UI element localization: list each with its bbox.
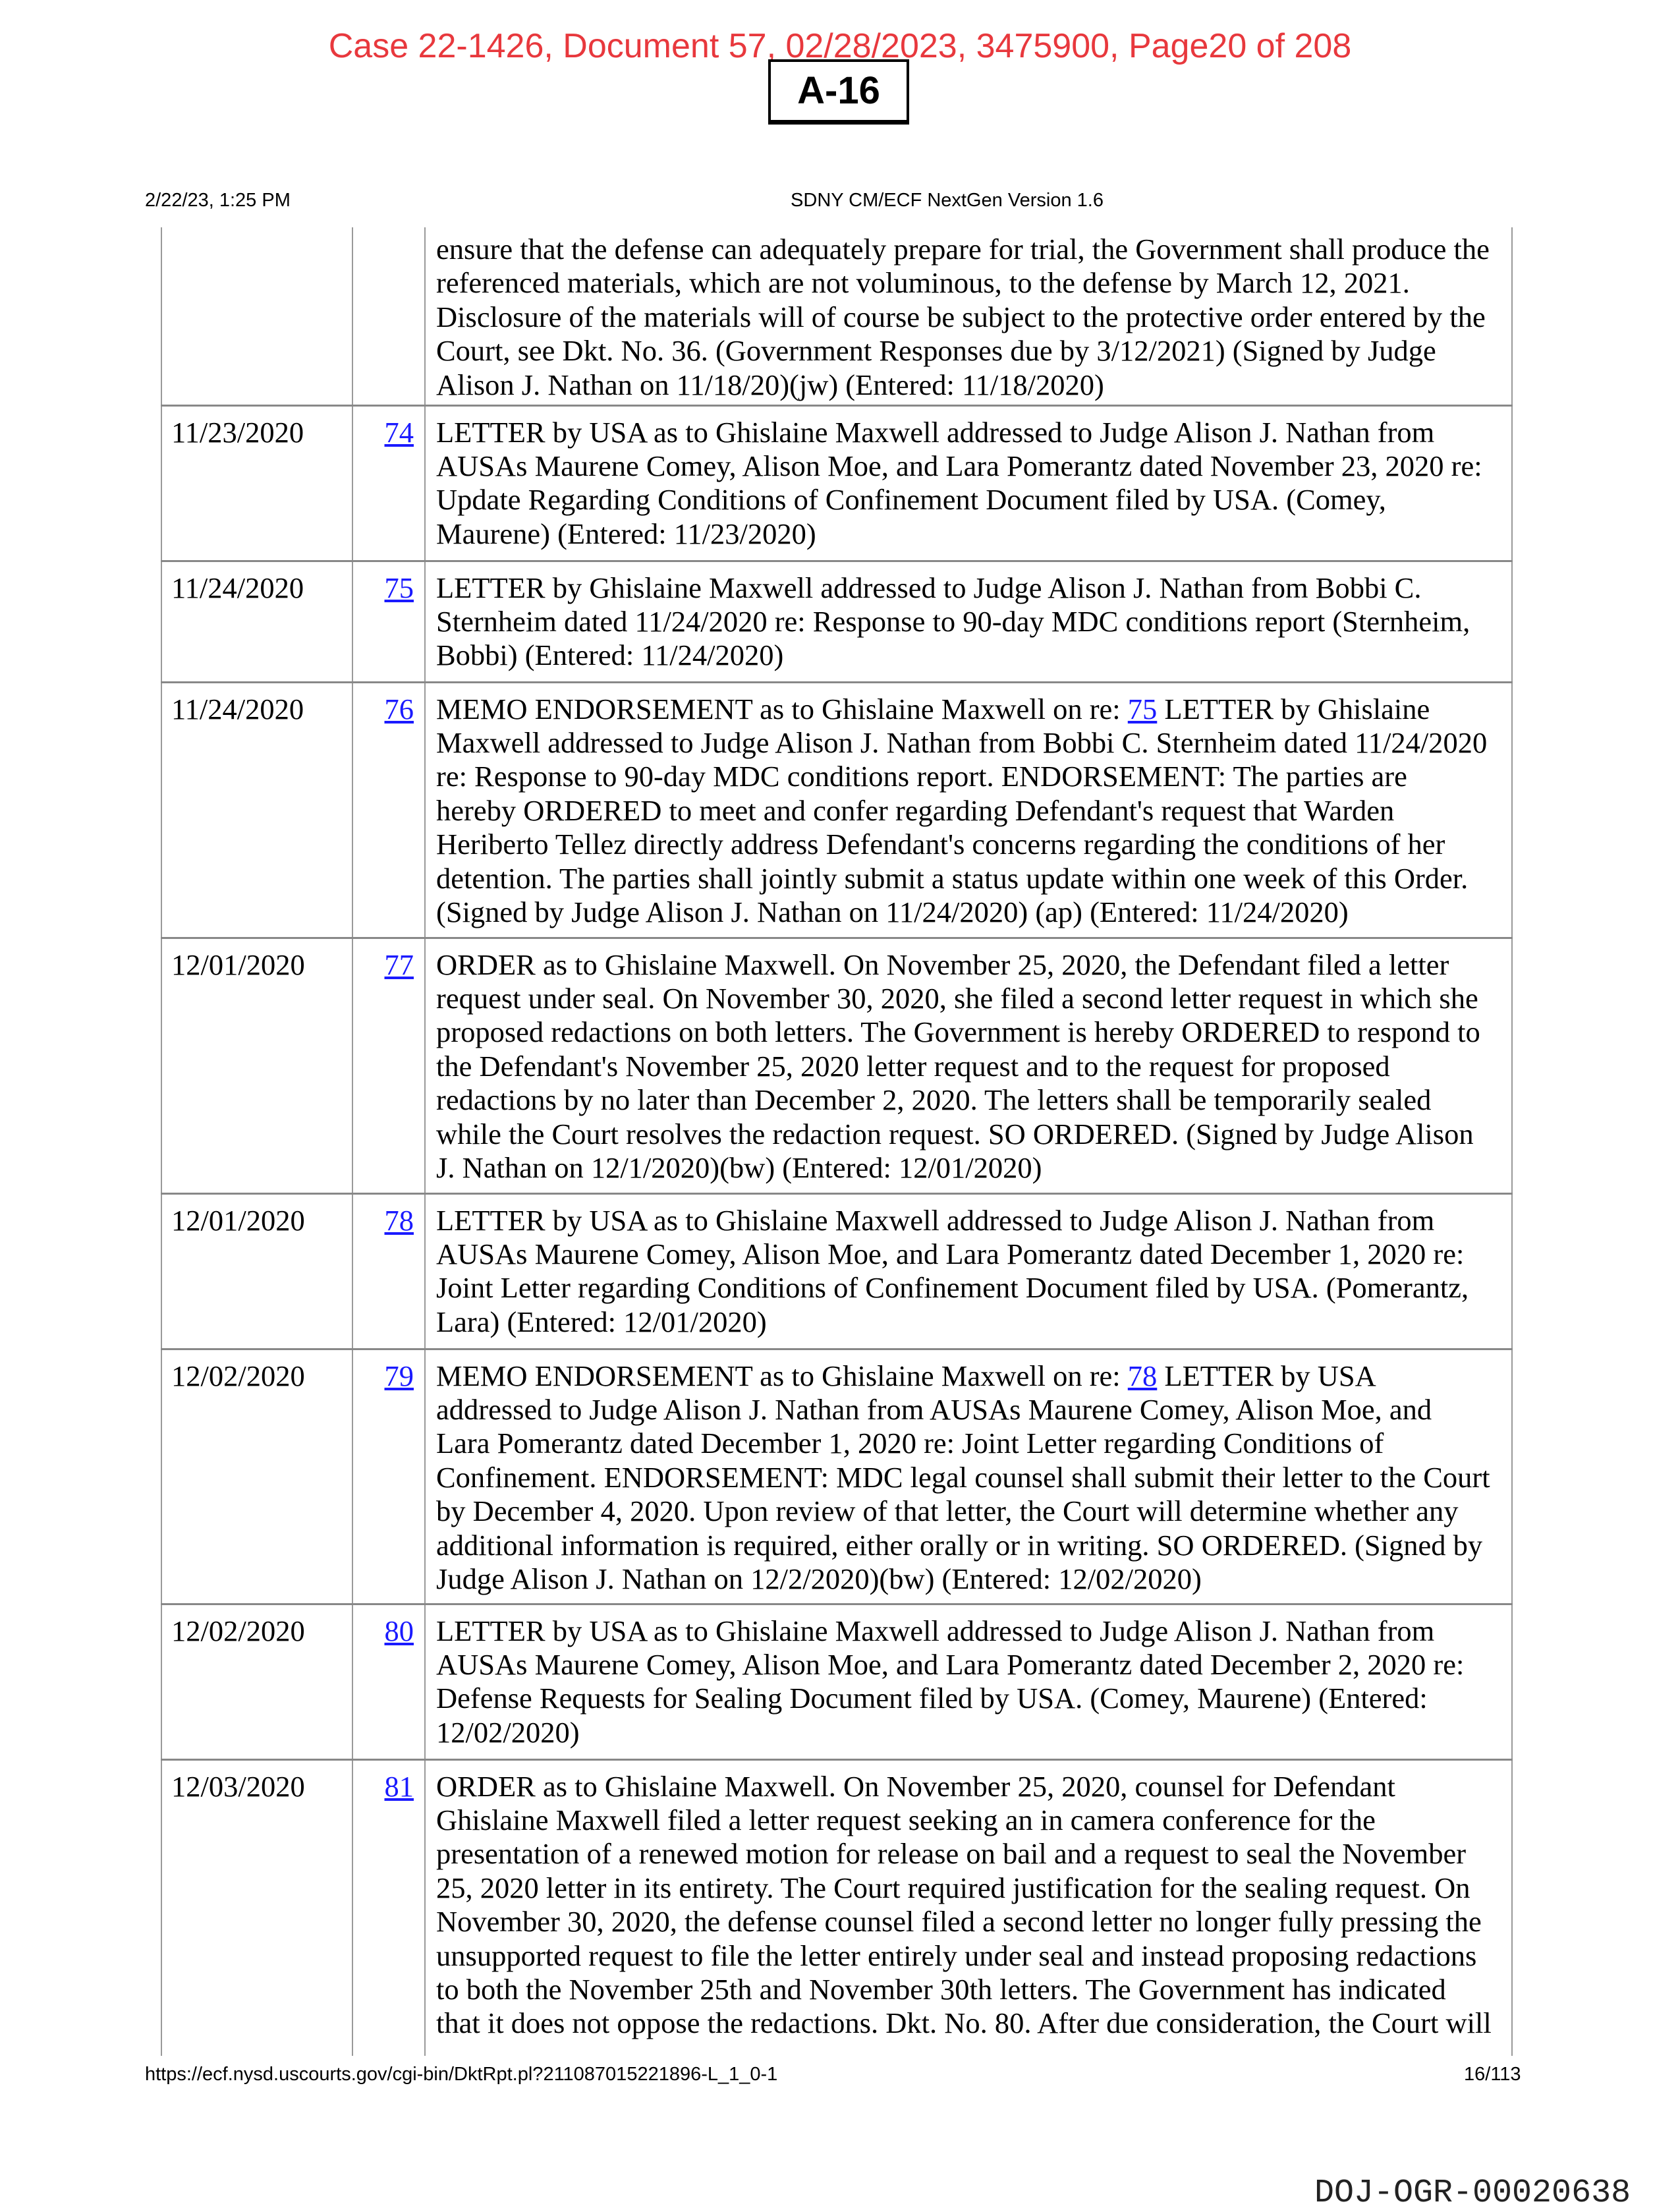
entry-number-link[interactable]: 81 (384, 1769, 414, 1803)
entry-date-text: 12/03/2020 (171, 1769, 305, 1803)
entry-date (161, 938, 352, 1193)
entry-date (161, 227, 352, 405)
exhibit-label: A-16 (768, 59, 909, 125)
entry-text (425, 938, 1512, 1193)
docket-entry-row (161, 1759, 1512, 2056)
entry-date-text: 12/01/2020 (171, 948, 305, 981)
entry-text (425, 1759, 1512, 2056)
entry-text-body: LETTER by USA as to Ghislaine Maxwell addressed to Judge Alison J. Nathan from AUSAs Maurene Comey, Alison Moe, and Lara Pomerantz dated December 1, 2020 re: Joint Letter regarding Conditions of Confinement Document filed by USA. (Pomerantz, Lara) (Entered: 12/01/2020) (436, 1203, 1469, 1338)
bates-number: DOJ-OGR-00020638 (1314, 2174, 1631, 2212)
entry-text (425, 1193, 1512, 1349)
entry-text (425, 1604, 1512, 1759)
entry-text (425, 227, 1512, 405)
entry-number-link[interactable]: 76 (384, 692, 414, 725)
entry-text-body: LETTER by USA addressed to Judge Alison J. Nathan from AUSAs Maurene Comey, Alison Moe, and Lara Pomerantz dated December 1, 2020 re: Joint Letter regarding Conditions of Confinement. ENDORSEMENT: MDC legal counsel shall submit their letter to the Court by December 4, 2020. Upon review of that letter, the Court will determine whether any additional information is required, either orally or in writing. SO ORDERED. (Signed by Judge Alison J. Nathan on 12/2/2020)(bw) (Entered: 12/02/2020) (436, 1359, 1490, 1595)
referenced-entry-link[interactable]: 75 (1127, 692, 1158, 725)
print-datetime: 2/22/23, 1:25 PM (145, 190, 291, 211)
entry-date (161, 1759, 352, 2056)
entry-date-text: 12/02/2020 (171, 1614, 305, 1647)
entry-number-link[interactable]: 80 (384, 1614, 414, 1647)
entry-date (161, 1349, 352, 1604)
entry-text-body: LETTER by Ghislaine Maxwell addressed to Judge Alison J. Nathan from Bobbi C. Sternheim dated 11/24/2020 re: Response to 90-day MDC conditions report. ENDORSEMENT: The parties are hereby ORDERED to meet and confer regarding Defendant's request that Warden Heriberto Tellez directly address Defendant's concerns regarding the conditions of her detention. The parties shall jointly submit a status update within one week of this Order. (Signed by Judge Alison J. Nathan on 11/24/2020) (ap) (Entered: 11/24/2020) (436, 692, 1488, 928)
entry-date-text: 12/01/2020 (171, 1203, 305, 1237)
entry-date (161, 1604, 352, 1759)
entry-text (425, 1349, 1512, 1604)
docket-entry-row (161, 1193, 1512, 1349)
entry-number (352, 682, 425, 938)
entry-number (352, 1604, 425, 1759)
entry-text-body: LETTER by USA as to Ghislaine Maxwell addressed to Judge Alison J. Nathan from AUSAs Maurene Comey, Alison Moe, and Lara Pomerantz dated November 23, 2020 re: Update Regarding Conditions of Confinement Document filed by USA. (Comey, Maurene) (Entered: 11/23/2020) (436, 415, 1482, 550)
entry-date-text: 12/02/2020 (171, 1359, 305, 1392)
docket-entry-row (161, 227, 1512, 405)
entry-text-body: ensure that the defense can adequately prepare for trial, the Government shall produce the referenced materials, which are not voluminous, to the defense by March 12, 2021. Disclosure of the materials will of course be subject to the protective order entered by the Court, see Dkt. No. 36. (Government Responses due by 3/12/2021) (Signed by Judge Alison J. Nathan on 11/18/20)(jw) (Entered: 11/18/2020) (436, 233, 1490, 401)
entry-text (425, 405, 1512, 561)
entry-number (352, 405, 425, 561)
entry-date-text: 11/24/2020 (171, 571, 304, 604)
entry-number (352, 227, 425, 405)
entry-number-link[interactable]: 79 (384, 1359, 414, 1392)
entry-text (425, 682, 1512, 938)
entry-text-prefix: MEMO ENDORSEMENT as to Ghislaine Maxwell on re: (436, 1359, 1128, 1392)
page-title: SDNY CM/ECF NextGen Version 1.6 (791, 190, 1104, 211)
case-stamp: Case 22-1426, Document 57, 02/28/2023, 3475900, Page20 of 208 (328, 27, 1352, 65)
entry-date (161, 682, 352, 938)
entry-number-link[interactable]: 75 (384, 571, 414, 604)
entry-date (161, 405, 352, 561)
entry-number-link[interactable]: 78 (384, 1203, 414, 1237)
entry-number (352, 1193, 425, 1349)
entry-text-body: ORDER as to Ghislaine Maxwell. On November 25, 2020, the Defendant filed a letter request under seal. On November 30, 2020, she filed a second letter request in which she proposed redactions on both letters. The Government is hereby ORDERED to respond to the Defendant's November 25, 2020 letter request and to the request for proposed redactions by no later than December 2, 2020. The letters shall be temporarily sealed while the Court resolves the redaction request. SO ORDERED. (Signed by Judge Alison J. Nathan on 12/1/2020)(bw) (Entered: 12/01/2020) (436, 948, 1480, 1184)
entry-date (161, 1193, 352, 1349)
entry-date-text: 11/24/2020 (171, 692, 304, 725)
footer-url: https://ecf.nysd.uscourts.gov/cgi-bin/DktRpt.pl?211087015221896-L_1_0-1 (145, 2064, 778, 2085)
referenced-entry-link[interactable]: 78 (1127, 1359, 1158, 1392)
entry-number (352, 561, 425, 682)
entry-text-body: LETTER by USA as to Ghislaine Maxwell addressed to Judge Alison J. Nathan from AUSAs Maurene Comey, Alison Moe, and Lara Pomerantz dated December 2, 2020 re: Defense Requests for Sealing Document filed by USA. (Comey, Maurene) (Entered: 12/02/2020) (436, 1614, 1465, 1749)
docket-entry-row (161, 1604, 1512, 1759)
docket-entry-row (161, 682, 1512, 938)
entry-text-body: LETTER by Ghislaine Maxwell addressed to Judge Alison J. Nathan from Bobbi C. Sternheim dated 11/24/2020 re: Response to 90-day MDC conditions report (Sternheim, Bobbi) (Entered: 11/24/2020) (436, 571, 1470, 672)
entry-number-link[interactable]: 77 (384, 948, 414, 981)
docket-entry-row (161, 561, 1512, 682)
entry-number-link[interactable]: 74 (384, 415, 414, 449)
entry-date-text: 11/23/2020 (171, 415, 304, 449)
entry-text-body: ORDER as to Ghislaine Maxwell. On November 25, 2020, counsel for Defendant Ghislaine Maxwell filed a letter request seeking an in camera conference for the presentation of a renewed motion for release on bail and a request to seal the November 25, 2020 letter in its entirety. The Court required justification for the sealing request. On November 30, 2020, the defense counsel filed a second letter no longer fully pressing the unsupported request to file the letter entirely under seal and instead proposing redactions to both the November 25th and November 30th letters. The Government has indicated that it does not oppose the redactions. Dkt. No. 80. After due consideration, the Court will (436, 1769, 1492, 2040)
page-number: 16/113 (1464, 2064, 1521, 2085)
docket-table (161, 227, 1513, 2056)
entry-date (161, 561, 352, 682)
entry-number (352, 1349, 425, 1604)
entry-number (352, 1759, 425, 2056)
entry-text-prefix: MEMO ENDORSEMENT as to Ghislaine Maxwell on re: (436, 692, 1128, 725)
entry-number (352, 938, 425, 1193)
docket-entry-row (161, 405, 1512, 561)
entry-text (425, 561, 1512, 682)
docket-entry-row (161, 938, 1512, 1193)
docket-entry-row (161, 1349, 1512, 1604)
